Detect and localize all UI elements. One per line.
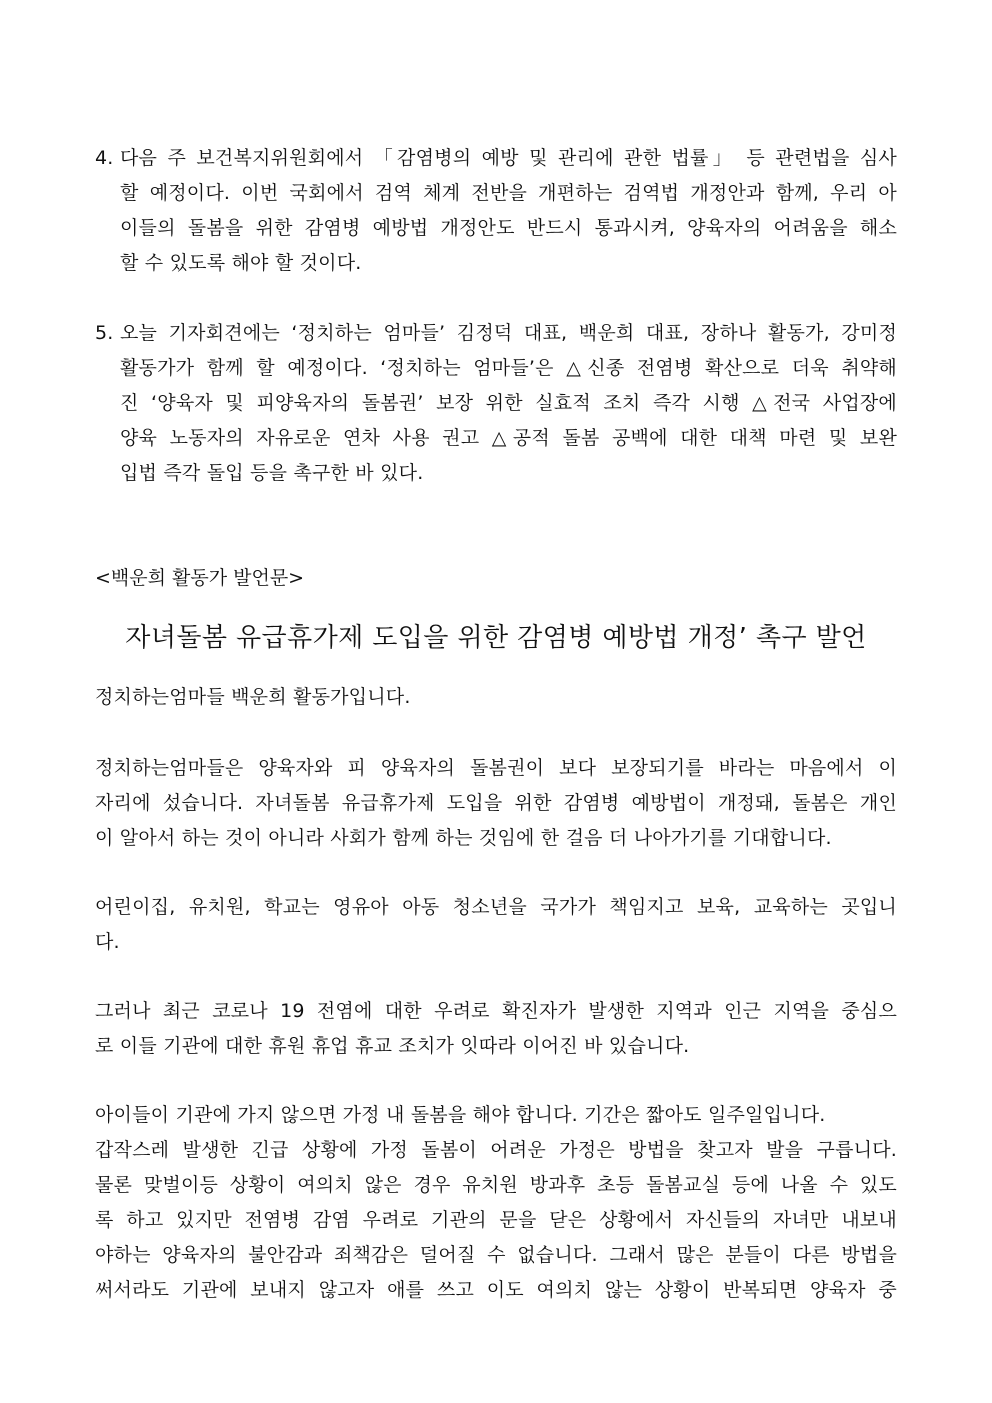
text-line: 아이들이 기관에 가지 않으면 가정 내 돌봄을 해야 합니다. 기간은 짧아도 일주일입니다. (95, 1104, 826, 1126)
text-line: 정치하는엄마들 백운희 활동가입니다. (95, 686, 411, 708)
text-line: 로 이들 기관에 대한 휴원 휴업 휴교 조치가 잇따라 이어진 바 있습니다. (95, 1035, 690, 1057)
text-line: 야하는 양육자의 불안감과 죄책감은 덜어질 수 없습니다. 그래서 많은 분들이 다른 방법을 (95, 1244, 897, 1266)
text-line: 입법 즉각 돌입 등을 촉구한 바 있다. (120, 462, 424, 484)
paragraph (95, 890, 897, 960)
text-line: 써서라도 기관에 보내지 않고자 애를 쓰고 이도 여의치 않는 상황이 반복되면 양육자 중 (95, 1279, 897, 1301)
speech-title: 자녀돌봄 유급휴가제 도입을 위한 감염병 예방법 개정’ 촉구 발언 (125, 623, 867, 653)
paragraph (95, 1098, 897, 1308)
text-line: 이 알아서 하는 것이 아니라 사회가 함께 하는 것임에 한 걸음 더 나아가기를 기대합니다. (95, 827, 832, 849)
text-line: 어린이집, 유치원, 학교는 영유아 아동 청소년을 국가가 책임지고 보육, 교육하는 곳입니 (95, 896, 897, 918)
item-number: 5. (95, 322, 114, 344)
paragraph-intro (95, 680, 897, 715)
document-page (95, 141, 897, 1308)
section-label: <백운희 활동가 발언문> (95, 567, 305, 589)
numbered-item-4 (95, 141, 897, 281)
text-line: 그러나 최근 코로나 19 전염에 대한 우려로 확진자가 발생한 지역과 인근 지역을 중심으 (95, 1000, 897, 1022)
numbered-item-5 (95, 316, 897, 491)
paragraph (95, 994, 897, 1064)
text-line: 오늘 기자회견에는 ‘정치하는 엄마들’ 김정덕 대표, 백운희 대표, 장하나 활동가, 강미정 (120, 322, 897, 344)
text-line: 활동가가 함께 할 예정이다. ‘정치하는 엄마들’은 △신종 전염병 확산으로 더욱 취약해 (120, 357, 897, 379)
text-line: 록 하고 있지만 전염병 감염 우려로 기관의 문을 닫은 상황에서 자신들의 자녀만 내보내 (95, 1209, 897, 1231)
text-line: 다음 주 보건복지위원회에서 「감염병의 예방 및 관리에 관한 법률」 등 관련법을 심사 (120, 147, 897, 169)
text-line: 할 예정이다. 이번 국회에서 검역 체계 전반을 개편하는 검역법 개정안과 함께, 우리 아 (120, 182, 897, 204)
text-line: 진 ‘양육자 및 피양육자의 돌봄권’ 보장 위한 실효적 조치 즉각 시행 △전국 사업장에 (120, 392, 897, 414)
text-line: 다. (95, 931, 120, 953)
text-line: 물론 맞벌이등 상황이 여의치 않은 경우 유치원 방과후 초등 돌봄교실 등에 나올 수 있도 (95, 1174, 897, 1196)
text-line: 할 수 있도록 해야 할 것이다. (120, 252, 362, 274)
text-line: 이들의 돌봄을 위한 감염병 예방법 개정안도 반드시 통과시켜, 양육자의 어려움을 해소 (120, 217, 897, 239)
item-number: 4. (95, 147, 114, 169)
text-line: 정치하는엄마들은 양육자와 피 양육자의 돌봄권이 보다 보장되기를 바라는 마음에서 이 (95, 757, 897, 779)
text-line: 양육 노동자의 자유로운 연차 사용 권고 △공적 돌봄 공백에 대한 대책 마련 및 보완 (120, 427, 897, 449)
paragraph (95, 751, 897, 856)
text-line: 갑작스레 발생한 긴급 상황에 가정 돌봄이 어려운 가정은 방법을 찾고자 발을 구릅니다. (95, 1139, 897, 1161)
text-line: 자리에 섰습니다. 자녀돌봄 유급휴가제 도입을 위한 감염병 예방법이 개정돼, 돌봄은 개인 (95, 792, 897, 814)
